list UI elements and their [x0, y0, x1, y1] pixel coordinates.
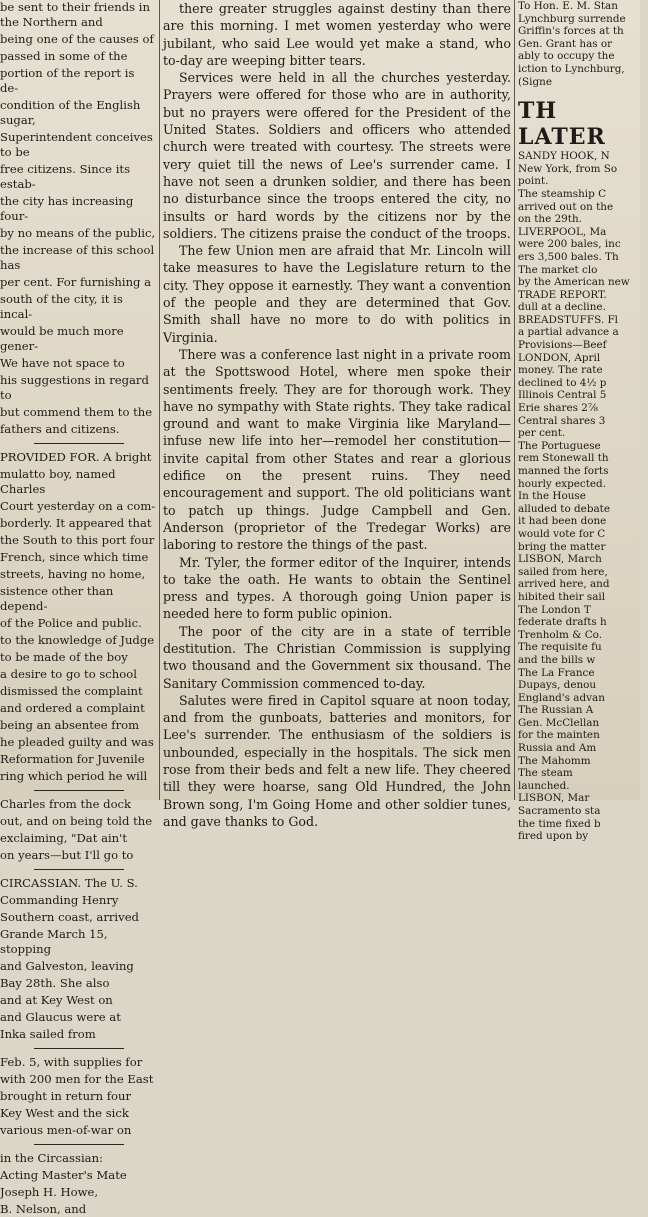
dispatch-line: LONDON, April	[518, 351, 601, 364]
left-column-line: would be much more gener-	[0, 324, 124, 353]
dispatch-line: the time fixed b	[518, 817, 601, 830]
dispatch-line: Gen. McClellan	[518, 716, 600, 729]
left-column-line: condition of the English sugar,	[0, 98, 141, 127]
dispatch-line: The market clo	[518, 263, 598, 276]
dispatch-line: TRADE REPORT.	[518, 288, 607, 301]
left-column-line: to the knowledge of Judge	[0, 633, 155, 647]
left-column-line: a desire to go to school	[0, 667, 137, 681]
dispatch-line: iction to Lynchburg,	[518, 62, 625, 75]
left-column-line: the increase of this school has	[0, 243, 155, 272]
article-paragraph: The poor of the city are in a state of terrible destitution. The Christian Commission is supplying two thousand and the Government six thousand. The Sanitary Commission commenced to-day.	[163, 623, 511, 691]
center-column	[163, 0, 511, 829]
left-column-line: Reformation for Juvenile	[0, 752, 145, 766]
section-divider	[34, 1048, 124, 1049]
left-column-line: and Galveston, leaving	[0, 959, 134, 973]
article-paragraph: there greater struggles against destiny than there are this morning. I met women yesterday who were jubilant, who said Lee would yet make a stand, who to-day are weeping bitter tears.	[163, 1, 511, 68]
article-paragraph: There was a conference last night in a private room at the Spottswood Hotel, where men spoke their sentiments freely. They are for thorough work. They have no sympathy with State rights. They take radical ground and want to make Virginia like Maryland—infuse new life into her—remodel her constitution—invite capital from other States and rear a glorious edifice on the present ruins. They need encouragement and support. The old politicians want to patch up things. Judge Campbell and Gen. Anderson (proprietor of the Tredegar Works) are laboring to restore the things of the past.	[163, 346, 511, 553]
dispatch-line: Sacramento sta	[518, 805, 601, 818]
dispatch-line: Illinois Central 5	[518, 389, 607, 402]
left-column-line: south of the city, it is incal-	[0, 292, 123, 321]
left-column-line: Superintendent conceives to be	[0, 130, 153, 159]
dispatch-line: federate drafts h	[518, 616, 607, 629]
dispatch-line: alluded to debate	[518, 502, 610, 515]
left-column-line: Charles from the dock	[0, 797, 132, 811]
left-column-line: PROVIDED FOR. A bright	[0, 450, 152, 464]
left-column-line: Key West and the sick	[0, 1106, 129, 1120]
article-paragraph: Salutes were fired in Capitol square at noon today, and from the gunboats, batteries and monitors, for Lee's surrender. The enthusiasm of the soldiers is unbounded, especially in the hospitals. The sick men rose from their beds and felt a new life. They cheered till they were hoarse, sang Old Hundred, the John Brown song, I'm Going Home and other soldier tunes, and gave thanks to God.	[163, 692, 511, 829]
left-column-line: mulatto boy, named Charles	[0, 467, 116, 496]
article-paragraph: Services were held in all the churches yesterday. Prayers were offered for those who are in authority, but no prayers were offered for the President of the United States. Soldiers and officers who attended church were treated with courtesy. The streets were very quiet till the news of Lee's surrender came. I have not seen a drunken soldier, and there has been no disturbance since the troops entered the city, no insults or hard words by the citizens nor by the soldiers. The citizens praise the conduct of the troops.	[163, 70, 511, 241]
left-column-line: but commend them to the	[0, 405, 153, 419]
dispatch-line: Trenholm & Co.	[518, 628, 603, 641]
article-paragraph: Mr. Tyler, the former editor of the Inquirer, intends to take the oath. He wants to obtain the Sentinel press and types. A thorough going Union paper is needed here to form public opinion.	[163, 554, 511, 622]
dispatch-line: sailed from here,	[518, 565, 608, 578]
dispatch-line: fired upon by	[518, 830, 589, 843]
dispatch-line: Erie shares 2⅞	[518, 402, 598, 415]
dispatch-line: Central shares 3	[518, 414, 606, 427]
dispatch-line: declined to 4½ p	[518, 376, 607, 389]
dispatch-line: Griffin's forces at th	[518, 25, 624, 38]
dispatch-line: it had been done	[518, 515, 607, 528]
section-divider	[34, 443, 124, 444]
dispatch-line: launched.	[518, 779, 570, 792]
left-column-line: portion of the report is de-	[0, 66, 135, 95]
left-column-line: to be made of the boy	[0, 650, 128, 664]
left-column-line: We have not space to	[0, 356, 125, 370]
left-column-line: out, and on being told the	[0, 814, 153, 828]
left-column-line: Inka sailed from	[0, 1027, 96, 1041]
dispatch-line: per cent.	[518, 427, 566, 440]
left-column-line: he pleaded guilty and was	[0, 735, 154, 749]
dispatch-line: hibited their sail	[518, 590, 606, 603]
left-column-line: the city has increasing four-	[0, 194, 134, 223]
dispatch-line: LISBON, Mar	[518, 792, 590, 805]
dispatch-line: The steam	[518, 767, 573, 780]
dispatch-line: Gen. Grant has or	[518, 37, 613, 50]
left-column-line: passed in some of the	[0, 49, 128, 63]
dispatch-line: for the mainten	[518, 729, 600, 742]
left-column-line: fathers and citizens.	[0, 422, 120, 436]
headline-line: TH	[518, 98, 558, 125]
dispatch-line: would vote for C	[518, 527, 606, 540]
left-column-line: and at Key West on	[0, 993, 113, 1007]
left-column-line: brought in return four	[0, 1089, 132, 1103]
dispatch-line: Dupays, denou	[518, 679, 597, 692]
dispatch-line: bring the matter	[518, 540, 606, 553]
left-column-line: ring which period he will	[0, 769, 148, 783]
dispatch-line: New York, from So	[518, 162, 618, 175]
left-column-line: Bay 28th. She also	[0, 976, 110, 990]
left-column-line: CIRCASSIAN. The U. S.	[0, 876, 138, 890]
left-column-line: Court yesterday on a com-	[0, 499, 156, 513]
dispatch-line: ably to occupy the	[518, 50, 615, 63]
dispatch-line: hourly expected.	[518, 477, 607, 490]
dispatch-line: by the American new	[518, 276, 630, 289]
left-column-line: Feb. 5, with supplies for	[0, 1055, 143, 1069]
dispatch-line: The Portuguese	[518, 439, 601, 452]
dispatch-line: The London T	[518, 603, 591, 616]
dispatch-line: dull at a decline.	[518, 301, 606, 314]
dispatch-line: manned the forts	[518, 465, 609, 477]
left-column-line: his suggestions in regard to	[0, 373, 149, 402]
headline-line: LATER	[518, 124, 606, 151]
left-column-line: and ordered a complaint	[0, 701, 145, 715]
article-paragraph: The few Union men are afraid that Mr. Lincoln will take measures to have the Legislature return to the city. They oppose it earnestly. They want a convention of the people and they are determined that Gov. Smith shall have no more to do with politics in Virginia.	[163, 243, 511, 345]
dispatch-line: The steamship C	[518, 187, 607, 200]
column-rule-right	[514, 0, 515, 800]
left-column-line: borderly. It appeared that	[0, 516, 152, 530]
dispatch-line: LISBON, March	[518, 553, 602, 566]
dispatch-line: The La France	[518, 666, 595, 679]
left-column-line: by no means of the public,	[0, 226, 156, 240]
section-divider	[34, 790, 124, 791]
dispatch-line: BREADSTUFFS. Fl	[518, 313, 618, 326]
left-column-line: being an absentee from	[0, 718, 140, 732]
dispatch-line: ers 3,500 bales. Th	[518, 250, 619, 263]
right-body-dispatches	[518, 150, 648, 843]
dispatch-line: point.	[518, 175, 549, 188]
left-column-line: Commanding Henry	[0, 893, 119, 907]
left-column-line: streets, having no home,	[0, 567, 146, 581]
left-column-line: Southern coast, arrived	[0, 910, 139, 924]
dispatch-line: In the House	[518, 490, 586, 503]
dispatch-line: Provisions—Beef	[518, 339, 607, 352]
left-column-line: dismissed the complaint	[0, 684, 143, 698]
left-column-line: Grande March 15, stopping	[0, 927, 108, 956]
left-column-line: Joseph H. Howe,	[0, 1185, 99, 1199]
left-column-line: various men-of-war on	[0, 1123, 132, 1137]
dispatch-line: and the bills w	[518, 653, 596, 666]
section-divider	[34, 869, 124, 870]
dispatch-line: To Hon. E. M. Stan	[518, 0, 618, 12]
dispatch-line: The requisite fu	[518, 641, 602, 654]
right-top-dispatch	[518, 0, 648, 88]
dispatch-line: Russia and Am	[518, 742, 597, 755]
dispatch-line: money. The rate	[518, 364, 603, 377]
left-column-line: in the Circassian:	[0, 1151, 103, 1165]
dispatch-line: arrived here, and	[518, 578, 610, 591]
left-column-line: exclaiming, "Dat ain't	[0, 831, 127, 845]
left-column-line: Acting Master's Mate	[0, 1168, 127, 1182]
left-column-line: and Glaucus were at	[0, 1010, 121, 1024]
dispatch-line: a partial advance a	[518, 326, 619, 339]
left-column-line: free citizens. Since its estab-	[0, 162, 131, 191]
right-column	[518, 0, 648, 843]
left-column-line: on years—but I'll go to	[0, 848, 134, 862]
dispatch-line: (Signe	[518, 75, 552, 88]
dispatch-line: arrived out on the	[518, 200, 614, 213]
dispatch-line: The Mahomm	[518, 754, 591, 767]
left-column-line: French, since which time	[0, 550, 149, 564]
dispatch-line: LIVERPOOL, Ma	[518, 225, 607, 238]
dispatch-line: The Russian A	[518, 704, 594, 717]
left-column-line: B. Nelson, and	[0, 1202, 87, 1216]
left-column-line: sistence other than depend-	[0, 584, 114, 613]
left-column	[0, 0, 156, 1216]
dispatch-line: England's advan	[518, 691, 605, 704]
left-column-line: being one of the causes of	[0, 32, 154, 46]
dispatch-line: were 200 bales, inc	[518, 238, 621, 251]
dispatch-line: SANDY HOOK, N	[518, 150, 610, 163]
column-rule-left	[159, 0, 160, 800]
section-divider	[34, 1144, 124, 1145]
later-heading	[518, 98, 648, 150]
left-column-line: be sent to their friends in the Northern and	[0, 0, 150, 29]
left-column-line: the South to this port four	[0, 533, 155, 547]
dispatch-line: on the 29th.	[518, 213, 582, 226]
left-column-line: per cent. For furnishing a	[0, 275, 152, 289]
dispatch-line: Lynchburg surrende	[518, 12, 626, 25]
left-column-line: with 200 men for the East	[0, 1072, 154, 1086]
dispatch-line: rem Stonewall th	[518, 452, 609, 465]
left-column-line: of the Police and public.	[0, 616, 142, 630]
